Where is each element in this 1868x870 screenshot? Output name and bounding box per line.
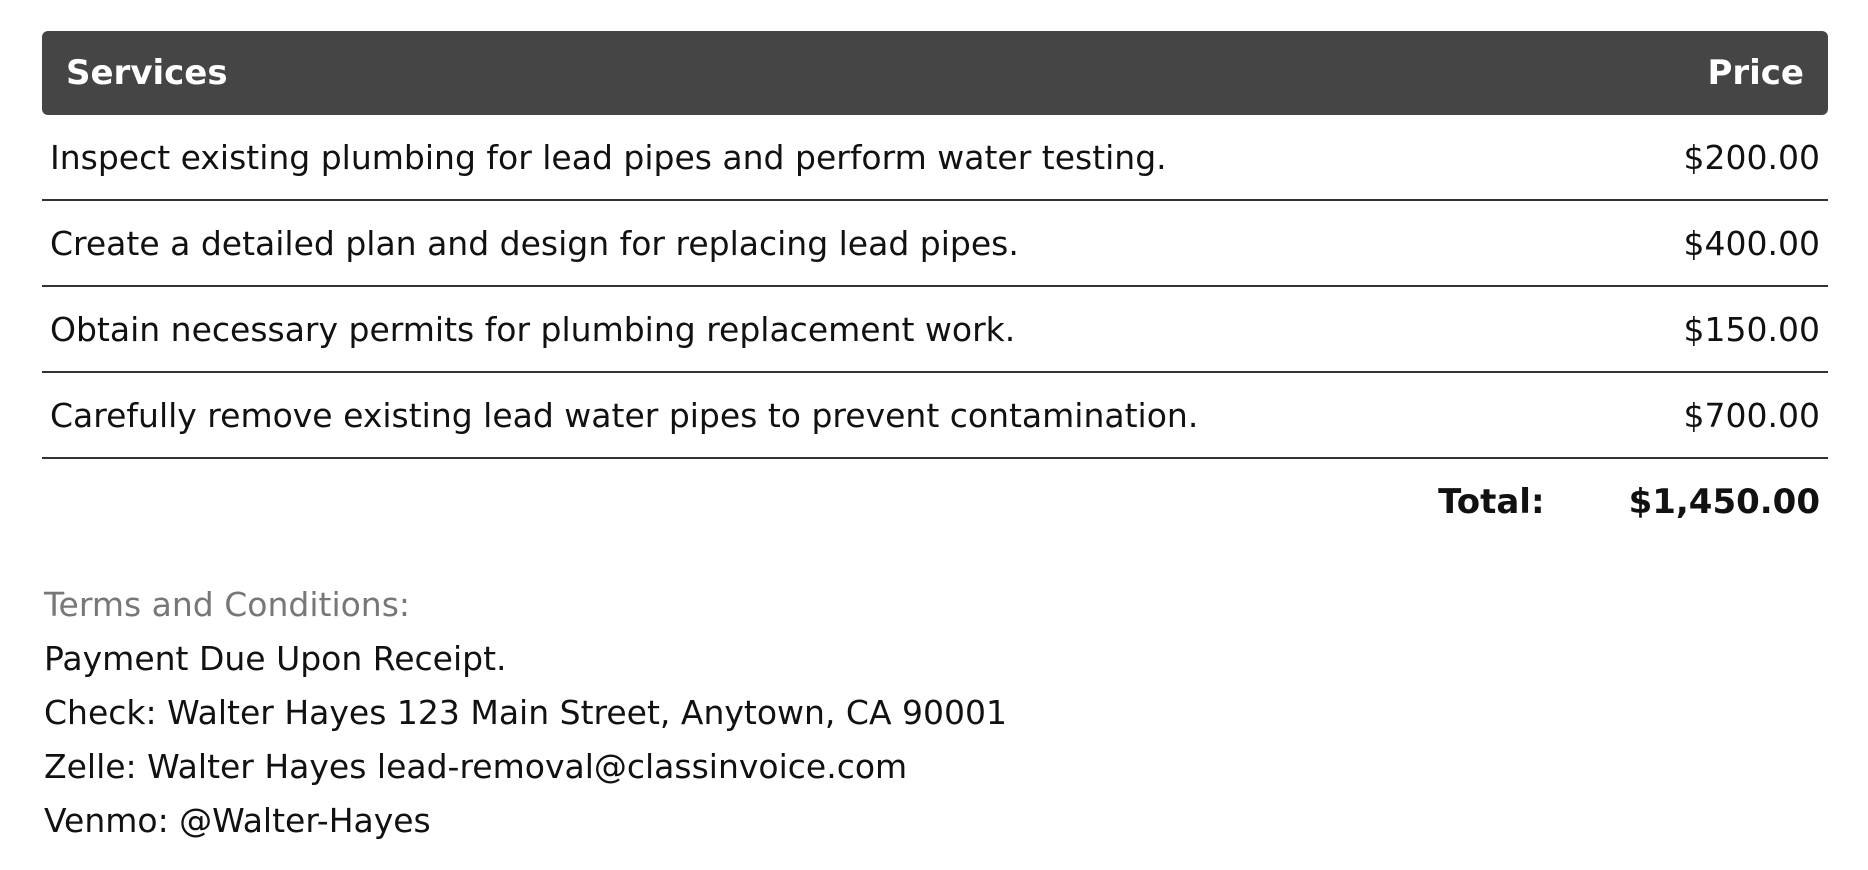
service-description: Obtain necessary permits for plumbing replacement work. bbox=[50, 309, 1016, 349]
service-description: Carefully remove existing lead water pipes to prevent contamination. bbox=[50, 395, 1199, 435]
services-column-header: Services bbox=[66, 53, 228, 93]
total-label: Total: bbox=[1438, 482, 1545, 522]
terms-title: Terms and Conditions: bbox=[44, 585, 411, 624]
table-row bbox=[42, 287, 1828, 373]
service-price: $700.00 bbox=[1683, 395, 1820, 435]
service-description: Inspect existing plumbing for lead pipes and perform water testing. bbox=[50, 137, 1167, 177]
table-row bbox=[42, 201, 1828, 287]
service-price: $400.00 bbox=[1683, 223, 1820, 263]
terms-line-check: Check: Walter Hayes 123 Main Street, Anytown, CA 90001 bbox=[44, 693, 1007, 732]
services-table bbox=[42, 31, 1828, 545]
total-row bbox=[42, 459, 1828, 545]
terms-line-payment: Payment Due Upon Receipt. bbox=[44, 639, 507, 678]
price-column-header: Price bbox=[1707, 53, 1804, 93]
table-row bbox=[42, 115, 1828, 201]
service-description: Create a detailed plan and design for replacing lead pipes. bbox=[50, 223, 1019, 263]
terms-line-venmo: Venmo: @Walter-Hayes bbox=[44, 801, 431, 840]
total-value: $1,450.00 bbox=[1628, 482, 1820, 522]
service-price: $200.00 bbox=[1683, 137, 1820, 177]
terms-line-zelle: Zelle: Walter Hayes lead-removal@classinvoice.com bbox=[44, 747, 908, 786]
table-header bbox=[42, 31, 1828, 115]
table-row bbox=[42, 373, 1828, 459]
service-price: $150.00 bbox=[1683, 309, 1820, 349]
terms-section bbox=[44, 578, 1007, 848]
